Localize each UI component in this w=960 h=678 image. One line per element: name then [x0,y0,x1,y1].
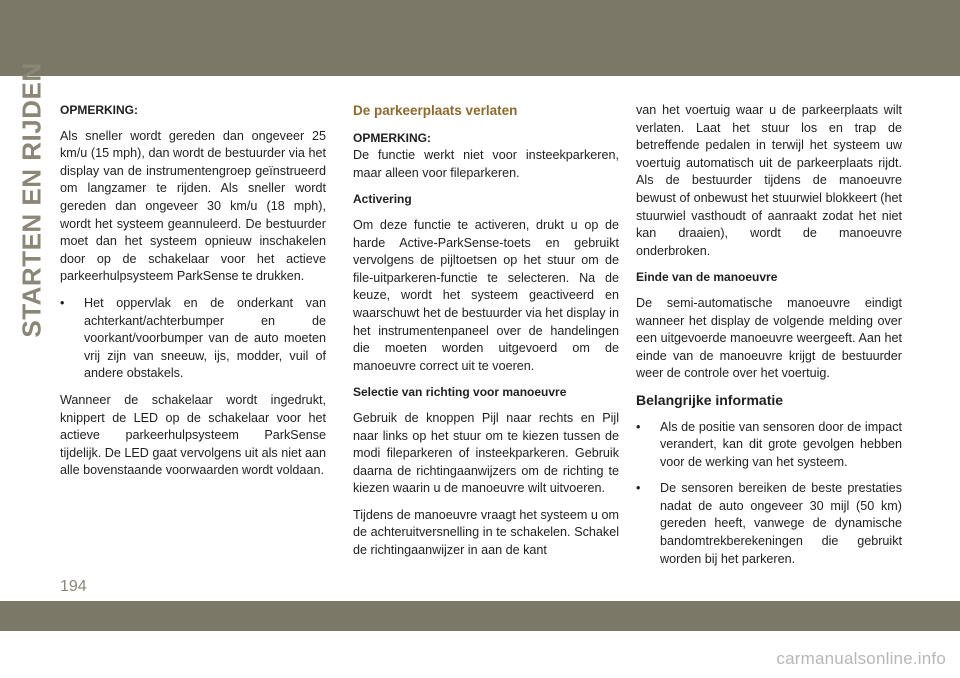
note-text: De functie werkt niet voor insteekparkeren, maar alleen voor fileparkeren. [353,148,619,180]
page-number: 194 [60,578,87,595]
section-heading: De parkeerplaats verlaten [353,103,518,118]
paragraph: Om deze functie te activeren, drukt u op de harde Active-ParkSense-toets en gebruikt vervolgens de pijltoetsen op het stuur om de file-uitparkeren-functie te selecteren. Na de keuze, wordt het systeem geactiveerd en waarschuwt het de bestuurder via het display in het instrumentenpaneel over de handelingen die moeten worden uitgevoerd om de manoeuvre correct uit te voeren. [353,217,619,373]
paragraph: van het voertuig waar u de parkeerplaats wilt verlaten. Laat het stuur los en trap de betreffende pedalen in terwijl het systeem uw voertuig automatisch uit de parkeerplaats rijdt. Als de bestuurder tijdens de manoeuvre bewust of onbewust het stuurwiel blokkeert (het stuurwiel vasthoudt of aanraakt zodat het niet kan draaien), wordt de manoeuvre onderbroken. [636,103,902,258]
watermark: carmanualsonline.info [776,649,946,668]
bullet-item [636,419,902,472]
section-heading: Belangrijke informatie [636,391,784,408]
chapter-side-tab [12,62,52,338]
bullet-item [60,295,326,383]
bullet-marker: • [636,419,641,434]
bottom-footer-band [0,601,960,631]
text-column-1 [60,102,326,489]
note-title: OPMERKING: [353,130,431,145]
subsection-title: Activering [353,192,412,207]
bullet-marker: • [636,481,641,496]
bullet-text: De sensoren bereiken de beste prestaties nadat de auto ongeveer 30 mijl (50 km) gereden heeft, vanwege de dynamische bandomtrekberekeningen die gebruikt worden bij het parkeren. [660,481,902,566]
subsection-title: Einde van de manoeuvre [636,270,778,285]
bullet-item [636,480,902,568]
chapter-side-tab-label: STARTEN EN RIJDEN [16,62,47,338]
paragraph: Gebruik de knoppen Pijl naar rechts en Pijl naar links op het stuur om te kiezen tussen de modi fileparkeren of insteekparkeren. Gebruik daarna de richtingaanwijzers om de richting te kiezen waarin u de manoeuvre wilt uitvoeren. [353,410,619,496]
note-title: OPMERKING: [60,103,138,117]
paragraph: De semi-automatische manoeuvre eindigt wanneer het display de volgende melding over een uitgevoerde manoeuvre weergeeft. Aan het einde van de manoeuvre krijgt de bestuurder weer de controle over het voertuig. [636,295,902,381]
paragraph: Tijdens de manoeuvre vraagt het systeem u om de achteruitversnelling in te schakelen. Schakel de richtingaanwijzer in aan de kant [353,507,619,558]
bullet-text: Als de positie van sensoren door de impact verandert, kan dit grote gevolgen hebben voor de werking van het systeem. [660,419,902,469]
paragraph: Als sneller wordt gereden dan ongeveer 25 km/u (15 mph), dan wordt de bestuurder via het display van de instrumentengroep geïnstrueerd om langzamer te rijden. Als sneller wordt gereden dan ongeveer 30 km/u (18 mph), wordt het systeem geannuleerd. De bestuurder moet dan het systeem opnieuw inschakelen door op de schakelaar voor het actieve parkeerhulpsysteem ParkSense te drukken. [60,128,326,284]
subsection-title: Selectie van richting voor manoeuvre [353,385,567,400]
text-column-2 [353,102,619,569]
bullet-text: Het oppervlak en de onderkant van achterkant/achterbumper en de voorkant/voorbumper van de auto moeten vrij zijn van sneeuw, ijs, modder, vuil of andere obstakels. [84,295,326,381]
top-header-band [0,0,960,76]
bullet-marker: • [60,295,65,310]
paragraph: Wanneer de schakelaar wordt ingedrukt, knippert de LED op de schakelaar voor het actieve parkeerhulpsysteem ParkSense tijdelijk. De LED gaat vervolgens uit als niet aan alle bovenstaande voorwaarden wordt voldaan. [60,392,327,478]
text-column-3 [636,102,902,577]
